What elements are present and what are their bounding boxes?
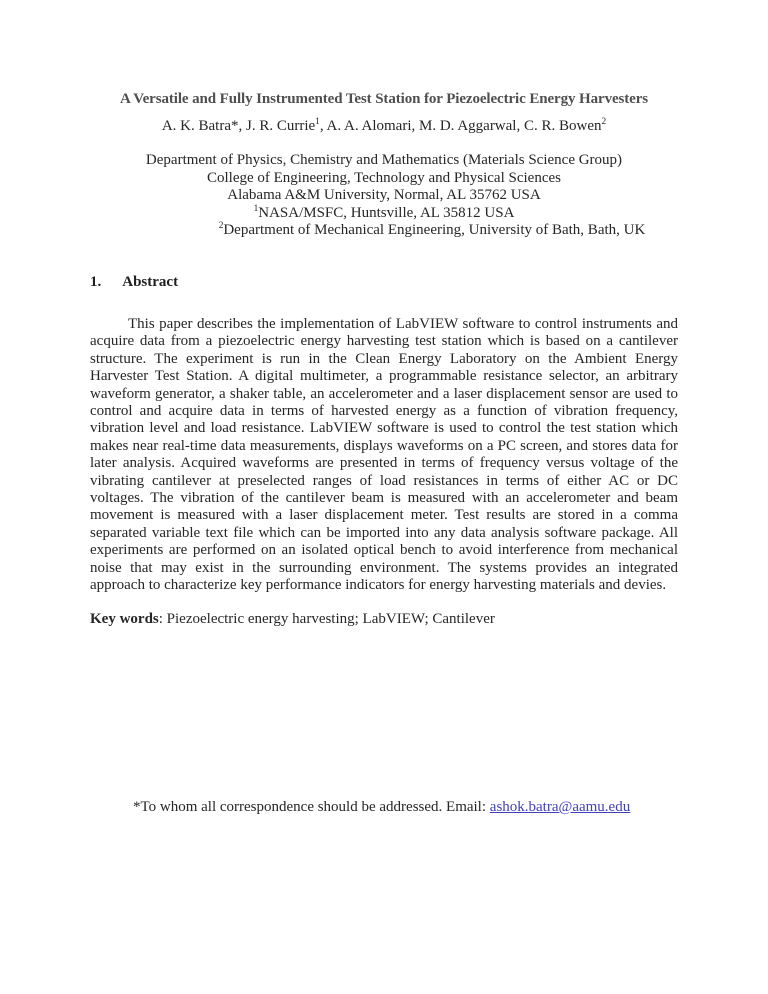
section-number: 1. — [90, 273, 102, 290]
affiliation-line-5: $^2$Department of Mechanical Engineering, University of Bath, Bath, UK — [218, 221, 646, 238]
affiliation-line-4: $^1$NASA/MSFC, Huntsville, AL 35812 USA — [253, 203, 515, 221]
correspondence-note — [133, 799, 630, 816]
email-link[interactable]: ashok.batra@aamu.edu — [489, 799, 631, 815]
authors-part1: A. K. Batra*, J. R. Currie — [161, 118, 316, 134]
affiliation-line-2: College of Engineering, Technology and Physical Sciences — [206, 169, 561, 186]
keywords-line — [90, 611, 678, 628]
affiliation-superscript-2: 2 — [218, 221, 224, 231]
affiliation-superscript-1: 1 — [253, 203, 259, 214]
keywords-text: : Piezoelectric energy harvesting; LabVIEW; Cantilever — [158, 611, 495, 628]
author-superscript-1: 1 — [315, 117, 320, 127]
section-title: Abstract — [122, 273, 179, 290]
authors-part2: , A. A. Alomari, M. D. Aggarwal, C. R. Bowen — [319, 118, 602, 134]
page-content — [90, 0, 678, 629]
abstract-paragraph: This paper describes the implementation of LabVIEW software to control instruments and acquire data from a piezoelectric energy harvesting test station which is based on a cantilever structure. The experiment is run in the Clean Energy Laboratory on the Ambient Energy Harvester Test Station. A digital multimeter, a programmable resistance selector, an arbitrary waveform generator, a shaker table, an accelerometer and a laser displacement sensor are used to control and acquire data in terms of harvested energy as a function of vibration frequency, vibration level and load resistance. LabVIEW software is used to control the test station which makes near real-time data measurements, displays waveforms on a PC screen, and stores data for later analysis. Acquired waveforms are presented in terms of frequency versus voltage of the vibrating cantilever at preselected ranges of load resistances in terms of either AC or DC voltages. The vibration of the cantilever beam is measured with an accelerometer and beam movement is measured with a laser displacement meter. Test results are stored in a comma separated variable text file which can be imported into any data analysis software package. All experiments are performed on an isolated optical bench to avoid interference from mechanical noise that may exist in the surrounding environment. The systems provides an integrated approach to characterize key performance indicators for energy harvesting materials and devies. — [90, 315, 678, 593]
keywords-label: Key words — [90, 611, 159, 628]
paper-title: A Versatile and Fully Instrumented Test Station for Piezoelectric Energy Harvesters — [119, 91, 649, 107]
affiliations-block — [90, 152, 678, 240]
authors-line — [90, 117, 678, 135]
author-superscript-2: 2 — [601, 117, 607, 127]
affiliation-line-1: Department of Physics, Chemistry and Mathematics (Materials Science Group) — [145, 152, 623, 168]
affiliation-line-3: Alabama A&M University, Normal, AL 35762 USA — [227, 187, 541, 203]
section-heading — [90, 274, 678, 291]
correspondence-text: *To whom all correspondence should be addressed. Email: — [133, 799, 490, 815]
